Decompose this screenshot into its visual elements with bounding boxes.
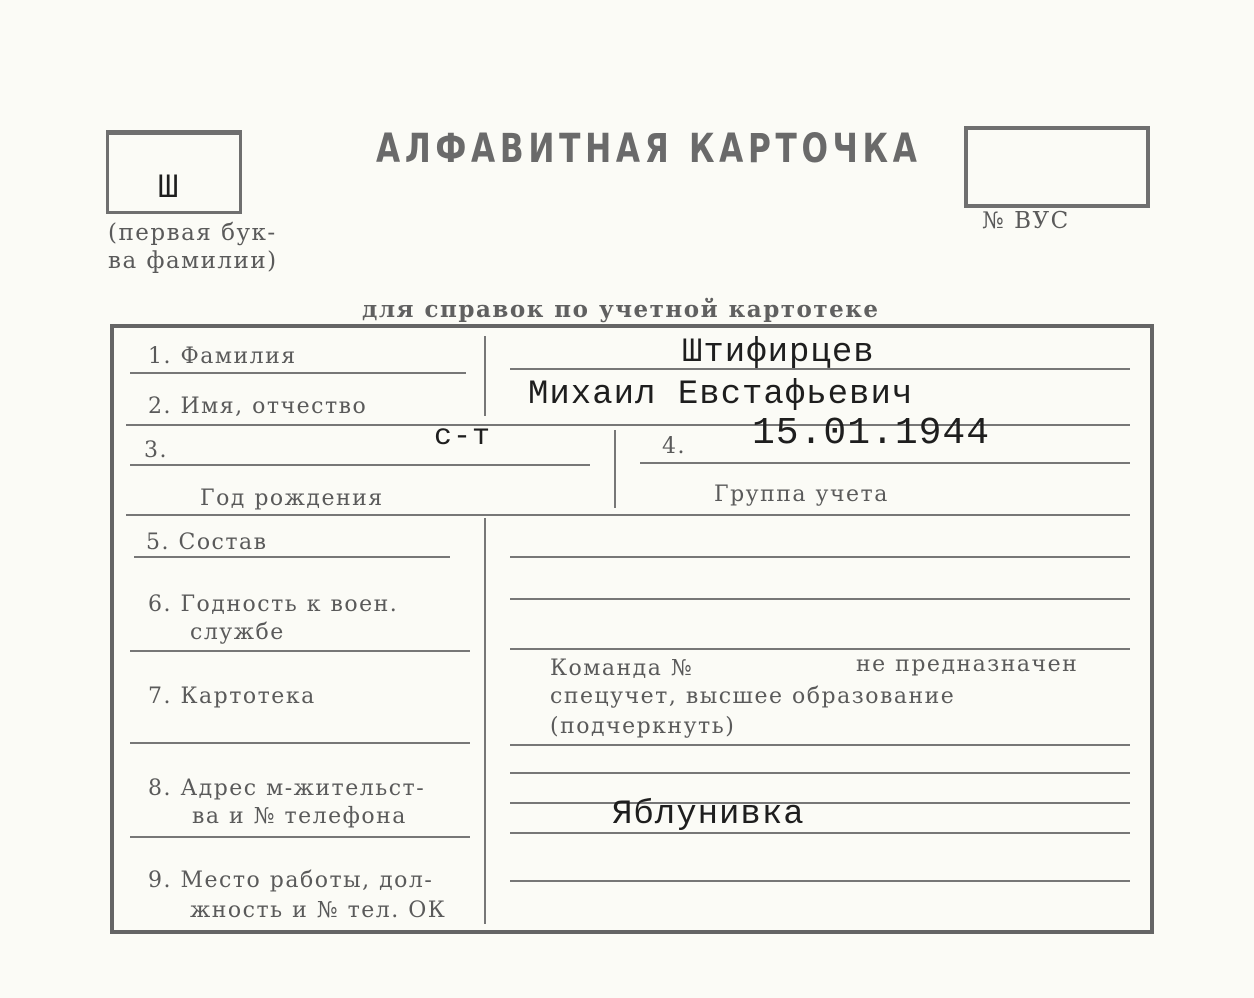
workplace-label-2: жность и № тел. ОК [190,898,447,923]
card-title: АЛФАВИТНАЯ КАРТОЧКА [376,126,922,172]
first-letter-caption-2: ва фамилии) [108,248,278,274]
team-line3: (подчеркнуть) [550,714,736,739]
team-line1-right: не предназначен [856,652,1079,677]
first-letter-value: Ш [158,170,180,208]
surname-value: Штифирцев [682,334,875,372]
composition-label: 5. Состав [146,530,268,555]
field3-value: с-т [434,420,492,454]
name-patronymic-label: 2. Имя, отчество [148,394,368,419]
field3-label: 3. [144,438,168,463]
fitness-label-1: 6. Годность к воен. [148,592,399,617]
address-label-2: ва и № телефона [192,804,407,829]
first-letter-caption-1: (первая бук- [108,220,277,246]
name-patronymic-value: Михаил Евстафьевич [528,376,914,414]
vus-label: № ВУС [982,208,1070,234]
address-label-1: 8. Адрес м-жительст- [148,776,426,801]
address-value: Яблунивка [612,796,805,834]
card-subtitle: для справок по учетной картотеке [362,296,880,323]
field4-value: 15.01.1944 [752,412,991,455]
field4-caption: Группа учета [714,482,889,507]
surname-label: 1. Фамилия [148,344,297,369]
fitness-label-2: службе [190,620,285,645]
team-line2: спецучет, высшее образование [550,684,956,709]
vus-box [964,126,1150,208]
field4-label: 4. [662,434,686,459]
team-line1-left: Команда № [550,656,694,681]
card-index-label: 7. Картотека [148,684,316,709]
workplace-label-1: 9. Место работы, дол- [148,868,434,893]
field3-caption: Год рождения [200,486,384,511]
